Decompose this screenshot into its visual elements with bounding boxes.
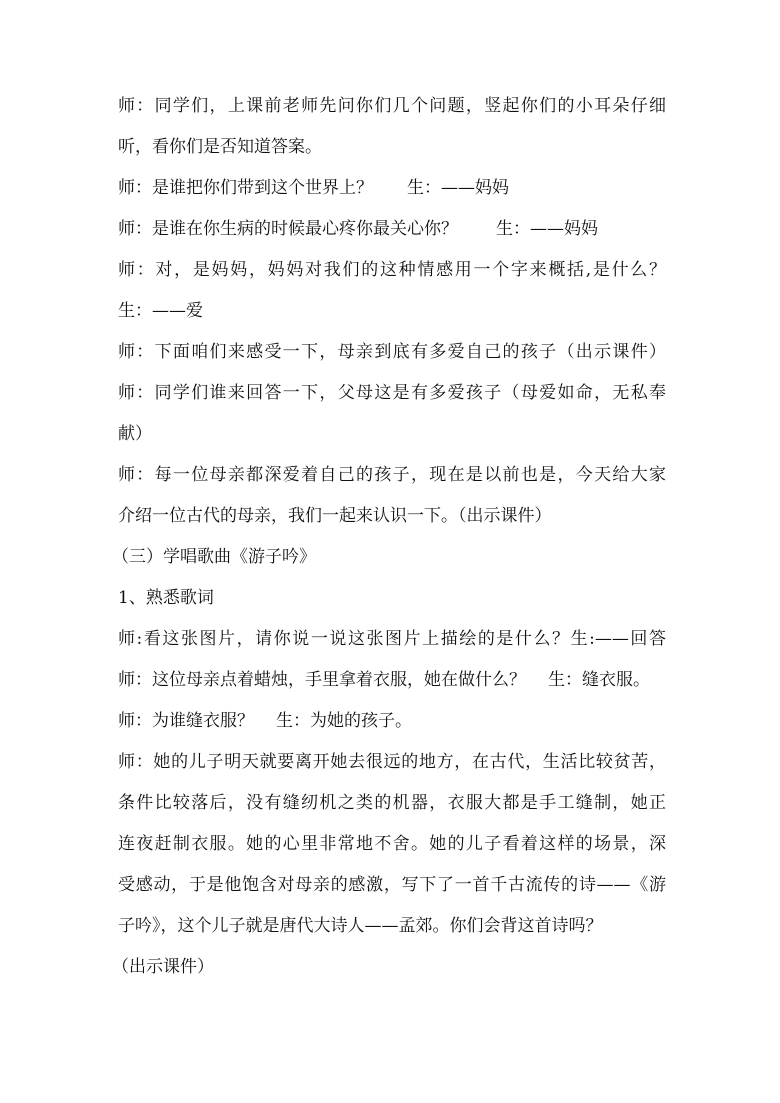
paragraph-line-7: 师：下面咱们来感受一下，母亲到底有多爱自己的孩子（出示课件） [118, 342, 666, 362]
paragraph-line-9: 献） [118, 424, 152, 444]
teacher-question-1: 师：是谁把你们带到这个世界上？ [118, 178, 373, 198]
paragraph-line-2: 听，看你们是否知道答案。 [118, 137, 322, 157]
dialogue-line-14 [118, 711, 666, 731]
document-body [112, 96, 666, 998]
teacher-question-2: 师：是谁在你生病的时候最心疼你最关心你？ [118, 219, 458, 239]
paragraph-line-16: 条件比较落后，没有缝纫机之类的机器，衣服大都是手工缝制，她正 [118, 793, 666, 813]
paragraph-line-8: 师：同学们谁来回答一下，父母这是有多爱孩子（母爱如命，无私奉 [118, 383, 666, 403]
dialogue-line-13 [118, 670, 666, 690]
section-heading: （三）学唱歌曲《游子吟》 [112, 547, 316, 567]
dialogue-line-3 [118, 178, 666, 198]
paragraph-line-5: 师：对，是妈妈，妈妈对我们的这种情感用一个字来概括,是什么？ [118, 260, 666, 280]
dialogue-line-4 [118, 219, 666, 239]
paragraph-line-18: 受感动，于是他饱含对母亲的感激，写下了一首千古流传的诗——《游 [118, 875, 666, 895]
paragraph-line-12: 师:看这张图片，请你说一说这张图片上描绘的是什么？生:——回答 [118, 629, 666, 649]
paragraph-line-20: （出示课件） [112, 957, 214, 977]
paragraph-line-11: 介绍一位古代的母亲，我们一起来认识一下。（出示课件） [118, 506, 552, 526]
student-answer-2: 生：——妈妈 [496, 219, 598, 239]
teacher-question-4: 师：为谁缝衣服？ [118, 711, 254, 731]
paragraph-line-10: 师：每一位母亲都深爱着自己的孩子，现在是以前也是，今天给大家 [118, 465, 666, 485]
teacher-question-3: 师：这位母亲点着蜡烛，手里拿着衣服，她在做什么？ [118, 670, 526, 690]
paragraph-line-1: 师：同学们，上课前老师先问你们几个问题，竖起你们的小耳朵仔细 [118, 96, 666, 116]
subsection-heading: 1、熟悉歌词 [118, 588, 214, 608]
student-answer-3: 生：缝衣服。 [548, 670, 650, 690]
student-answer-4: 生：为她的孩子。 [276, 711, 412, 731]
paragraph-line-15: 师：她的儿子明天就要离开她去很远的地方，在古代，生活比较贫苦， [118, 752, 666, 772]
paragraph-line-17: 连夜赶制衣服。她的心里非常地不舍。她的儿子看着这样的场景，深 [118, 834, 666, 854]
paragraph-line-19: 子吟》，这个儿子就是唐代大诗人——孟郊。你们会背这首诗吗？ [118, 916, 603, 936]
student-answer-1: 生：——妈妈 [407, 178, 509, 198]
paragraph-line-6: 生：——爱 [118, 301, 203, 321]
